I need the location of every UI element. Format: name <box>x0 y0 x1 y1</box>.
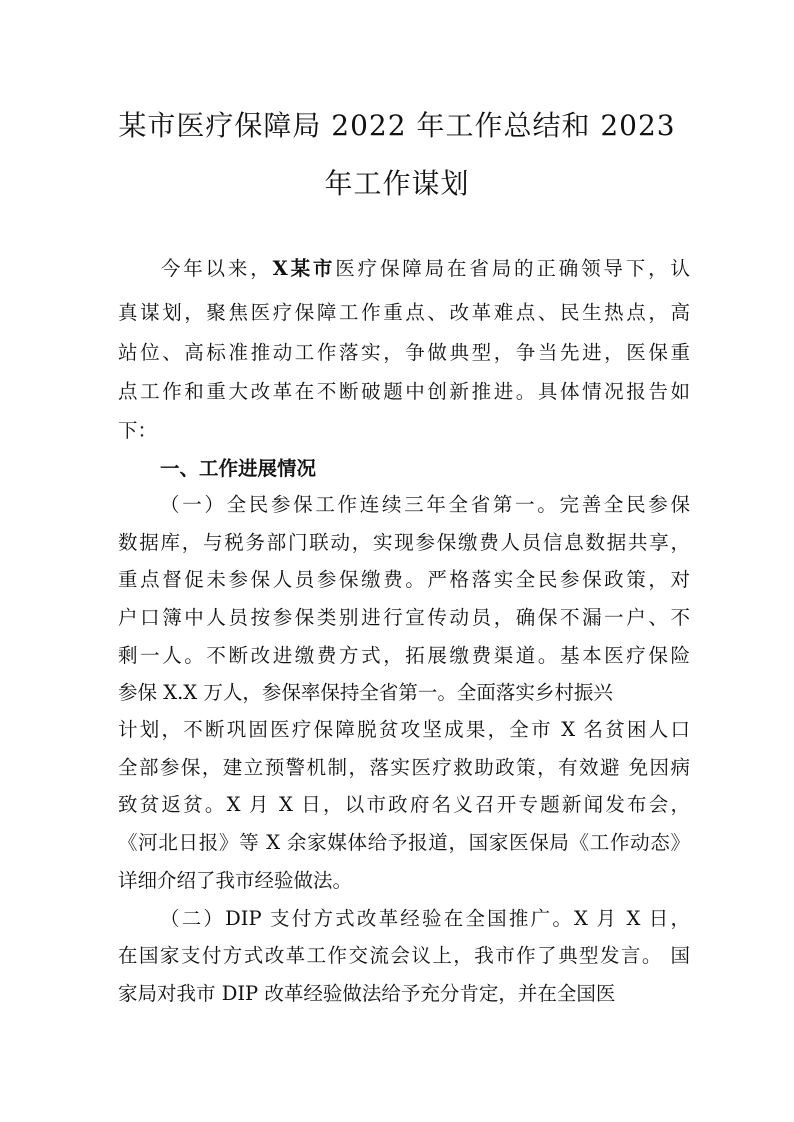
item2-first-line <box>160 906 690 932</box>
paragraph-line: 家局对我市 DIP 改革经验做法给予充分肯定，并在全国医 <box>118 982 616 1005</box>
paragraph-line: 户口簿中人员按参保类别进行宣传动员，确保不漏一户、不 <box>118 606 690 629</box>
paragraph-line: 站位、高标准推动工作落实，争做典型，争当先进，医保重 <box>118 341 690 364</box>
paragraph-line: 重点督促未参保人员参保缴费。严格落实全民参保政策，对 <box>118 568 690 591</box>
item1-first-line <box>160 492 690 518</box>
paragraph-line: 剩一人。不断改进缴费方式，拓展缴费渠道。基本医疗保险 <box>118 644 690 667</box>
paragraph-line: 参保 X.X 万人，参保率保持全省第一。全面落实乡村振兴 <box>118 681 613 704</box>
item2-heading: （二）DIP 支付方式改革经验在全国推广。 <box>160 907 575 930</box>
paragraph-line: 数据库，与税务部门联动，实现参保缴费人员信息数据共享， <box>118 531 690 554</box>
paragraph-line: 下： <box>118 419 158 442</box>
intro-prefix: 今年以来， <box>158 257 273 280</box>
intro-suffix: 医疗保障局在省局的正确领导下，认 <box>335 257 690 280</box>
item2-first-rest: X 月 X 日， <box>574 907 690 930</box>
paragraph-line: 点工作和重大改革在不断破题中创新推进。具体情况报告如 <box>118 380 690 403</box>
intro-first-line <box>118 256 690 282</box>
paragraph-line: 在国家支付方式改革工作交流会议上，我市作了典型发言。 国 <box>118 944 690 967</box>
document-title-line-1: 某市医疗保障局 2022 年工作总结和 2023 <box>118 109 676 142</box>
paragraph-line: 致贫返贫。X 月 X 日，以市政府名义召开专题新闻发布会， <box>118 793 690 816</box>
paragraph-line: 《河北日报》等 X 余家媒体给予报道，国家医保局《工作动态》 <box>118 831 690 854</box>
intro-city-name: X某市 <box>272 257 336 280</box>
document-title-line-2: 年工作谋划 <box>324 167 470 200</box>
paragraph-line: 全部参保，建立预警机制，落实医疗救助政策，有效避 免因病 <box>118 756 690 779</box>
item1-heading: （一）全民参保工作连续三年全省第一。 <box>160 493 560 516</box>
paragraph-line: 详细介绍了我市经验做法。 <box>118 869 353 892</box>
paragraph-line: 真谋划，聚焦医疗保障工作重点、改革难点、民生热点，高 <box>118 301 690 324</box>
item1-first-rest: 完善全民参保 <box>559 493 690 516</box>
paragraph-line: 计划，不断巩固医疗保障脱贫攻坚成果，全市 X 名贫困人口 <box>118 718 690 741</box>
section-heading: 一、工作进展情况 <box>160 457 317 480</box>
